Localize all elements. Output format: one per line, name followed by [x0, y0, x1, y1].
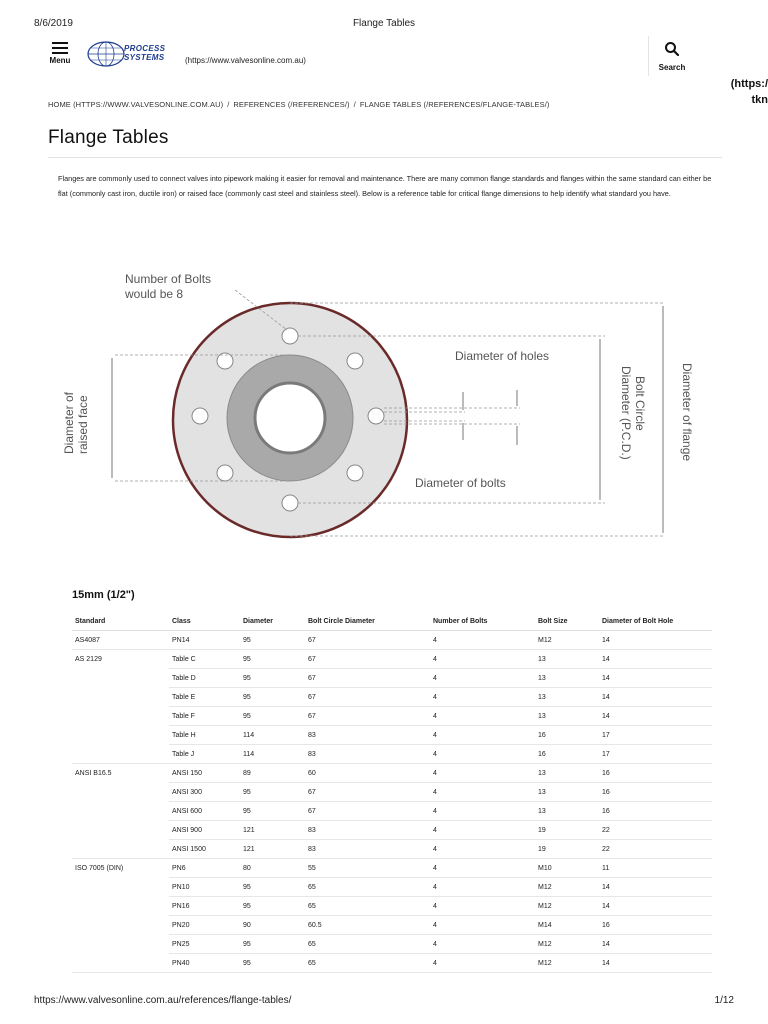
cell-bolt-hole-diameter: 14: [599, 688, 712, 707]
flange-bore: [255, 383, 325, 453]
cell-bolt-size: M12: [535, 935, 599, 954]
header-standard: Standard: [72, 612, 169, 631]
cell-class: PN40: [169, 954, 240, 973]
cell-standard: ISO 7005 (DIN): [75, 864, 124, 872]
table-row: [72, 745, 712, 764]
diagram-label-raised-1: Diameter of: [62, 391, 76, 454]
diagram-label-pcd-1: Bolt Circle: [633, 376, 647, 431]
cell-bolt-circle-diameter: 65: [305, 935, 430, 954]
flange-diagram: [55, 240, 715, 550]
cell-bolt-circle-diameter: 67: [305, 783, 430, 802]
cell-standard: [72, 954, 169, 973]
cell-diameter: 95: [240, 878, 305, 897]
title-divider: [48, 157, 722, 158]
cut-off-link-line2: tkn: [751, 94, 768, 106]
cell-class: Table H: [169, 726, 240, 745]
cell-standard: [72, 916, 169, 935]
table-row: [72, 840, 712, 859]
cell-class: PN20: [169, 916, 240, 935]
cell-bolt-hole-diameter: 14: [599, 935, 712, 954]
table-row: [72, 859, 712, 878]
table-row: [72, 631, 712, 650]
table-row: [72, 669, 712, 688]
top-nav: [0, 36, 768, 86]
cell-diameter: 95: [240, 669, 305, 688]
cell-standard: [72, 707, 169, 726]
cell-number-of-bolts: 4: [430, 840, 535, 859]
logo-line2: SYSTEMS: [124, 53, 165, 62]
header-bolt-size: Bolt Size: [535, 612, 599, 631]
cell-diameter: 114: [240, 726, 305, 745]
cell-bolt-hole-diameter: 14: [599, 897, 712, 916]
cell-bolt-circle-diameter: 83: [305, 726, 430, 745]
cell-bolt-size: M12: [535, 631, 599, 650]
cell-class: PN6: [169, 859, 240, 878]
breadcrumb-separator: /: [227, 100, 230, 109]
table-row: [72, 726, 712, 745]
cell-bolt-size: M12: [535, 954, 599, 973]
cell-bolt-hole-diameter: 16: [599, 802, 712, 821]
cell-diameter: 95: [240, 802, 305, 821]
diagram-label-holes: Diameter of holes: [455, 349, 550, 363]
cell-bolt-size: 16: [535, 745, 599, 764]
cell-bolt-circle-diameter: 83: [305, 821, 430, 840]
header-class: Class: [169, 612, 240, 631]
cell-number-of-bolts: 4: [430, 707, 535, 726]
cell-number-of-bolts: 4: [430, 802, 535, 821]
cell-standard: [72, 821, 169, 840]
cell-number-of-bolts: 4: [430, 878, 535, 897]
table-row: [72, 935, 712, 954]
cell-bolt-size: 13: [535, 764, 599, 783]
globe-icon: [86, 40, 126, 68]
cell-number-of-bolts: 4: [430, 821, 535, 840]
cell-class: ANSI 600: [169, 802, 240, 821]
cell-number-of-bolts: 4: [430, 916, 535, 935]
cell-bolt-circle-diameter: 67: [305, 707, 430, 726]
cell-bolt-hole-diameter: 17: [599, 726, 712, 745]
cell-bolt-circle-diameter: 60.5: [305, 916, 430, 935]
cell-number-of-bolts: 4: [430, 688, 535, 707]
breadcrumb-references[interactable]: REFERENCES (/REFERENCES/): [233, 100, 350, 109]
cell-bolt-size: 13: [535, 650, 599, 669]
cell-number-of-bolts: 4: [430, 859, 535, 878]
cell-bolt-hole-diameter: 16: [599, 916, 712, 935]
cell-bolt-circle-diameter: 65: [305, 954, 430, 973]
cell-standard: [72, 897, 169, 916]
cell-number-of-bolts: 4: [430, 669, 535, 688]
cell-standard: [72, 840, 169, 859]
cell-diameter: 95: [240, 688, 305, 707]
cell-standard: [72, 935, 169, 954]
cell-bolt-size: 13: [535, 707, 599, 726]
table-row: [72, 650, 712, 669]
cell-class: PN16: [169, 897, 240, 916]
logo-url[interactable]: (https://www.valvesonline.com.au): [185, 56, 306, 65]
cell-class: ANSI 900: [169, 821, 240, 840]
cell-standard: ANSI B16.5: [75, 769, 112, 777]
cell-bolt-size: M12: [535, 878, 599, 897]
table-row: [72, 897, 712, 916]
cell-standard: AS 2129: [75, 655, 102, 663]
cell-bolt-circle-diameter: 65: [305, 878, 430, 897]
cell-number-of-bolts: 4: [430, 631, 535, 650]
cell-standard: [72, 726, 169, 745]
cell-bolt-circle-diameter: 55: [305, 859, 430, 878]
cell-number-of-bolts: 4: [430, 954, 535, 973]
cell-standard: [72, 802, 169, 821]
header-bolt-circle-diameter: Bolt Circle Diameter: [305, 612, 430, 631]
cell-bolt-circle-diameter: 67: [305, 688, 430, 707]
cell-standard: [72, 878, 169, 897]
logo-line1: PROCESS: [124, 44, 166, 53]
cell-bolt-hole-diameter: 14: [599, 650, 712, 669]
header-bolt-hole-diameter: Diameter of Bolt Hole: [599, 612, 712, 631]
cell-bolt-circle-diameter: 67: [305, 650, 430, 669]
cell-number-of-bolts: 4: [430, 764, 535, 783]
diagram-label-bolt-diameter: Diameter of bolts: [415, 476, 506, 490]
print-url: https://www.valvesonline.com.au/references/flange-tables/: [34, 995, 292, 1006]
cell-standard: [72, 669, 169, 688]
table-row: [72, 802, 712, 821]
header-number-of-bolts: Number of Bolts: [430, 612, 535, 631]
cell-bolt-circle-diameter: 65: [305, 897, 430, 916]
menu-button[interactable]: [46, 42, 74, 65]
cell-bolt-size: 19: [535, 821, 599, 840]
cell-bolt-size: M12: [535, 897, 599, 916]
cell-number-of-bolts: 4: [430, 897, 535, 916]
print-date: 8/6/2019: [34, 18, 73, 29]
cell-bolt-hole-diameter: 14: [599, 669, 712, 688]
search-button[interactable]: [648, 36, 695, 76]
cell-bolt-size: 16: [535, 726, 599, 745]
cell-number-of-bolts: 4: [430, 726, 535, 745]
intro-paragraph: Flanges are commonly used to connect valves into pipework making it easier for removal and maintenance. There are many common flange standards and flanges within the same standard can either be flat (commonly cast iron, ductile iron) or raised face (commonly cast steel and stainless steel). Below is a reference table for critical flange dimensions to help identify what standard you have.: [58, 174, 712, 198]
cell-bolt-circle-diameter: 67: [305, 802, 430, 821]
cell-number-of-bolts: 4: [430, 745, 535, 764]
cell-bolt-circle-diameter: 83: [305, 745, 430, 764]
diagram-label-bolts-1: Number of Bolts: [125, 272, 212, 286]
cell-bolt-size: 13: [535, 669, 599, 688]
cell-diameter: 121: [240, 840, 305, 859]
cell-bolt-size: 13: [535, 783, 599, 802]
cell-diameter: 95: [240, 935, 305, 954]
table-row: [72, 954, 712, 973]
table-row: [72, 821, 712, 840]
breadcrumb-separator: /: [353, 100, 356, 109]
cut-off-link[interactable]: [708, 76, 768, 108]
cell-standard: [72, 783, 169, 802]
cell-bolt-hole-diameter: 22: [599, 840, 712, 859]
diagram-label-flange: Diameter of flange: [680, 363, 694, 462]
cell-standard: [72, 745, 169, 764]
cell-number-of-bolts: 4: [430, 783, 535, 802]
table-header-row: [72, 612, 712, 631]
cut-off-link-line1: (https:/: [730, 78, 768, 90]
flange-table: [72, 612, 712, 973]
print-page-number: 1/12: [714, 995, 734, 1006]
cell-number-of-bolts: 4: [430, 935, 535, 954]
cell-bolt-hole-diameter: 16: [599, 783, 712, 802]
cell-bolt-hole-diameter: 17: [599, 745, 712, 764]
cell-diameter: 95: [240, 954, 305, 973]
cell-bolt-size: 19: [535, 840, 599, 859]
search-label: Search: [658, 63, 686, 72]
section-title-15mm: 15mm (1/2"): [72, 589, 135, 601]
table-row: [72, 878, 712, 897]
cell-bolt-hole-diameter: 14: [599, 878, 712, 897]
cell-class: Table J: [169, 745, 240, 764]
cell-class: Table D: [169, 669, 240, 688]
breadcrumb: [48, 100, 550, 109]
cell-bolt-hole-diameter: 22: [599, 821, 712, 840]
logo-text: [124, 44, 165, 62]
cell-diameter: 90: [240, 916, 305, 935]
cell-bolt-size: 13: [535, 802, 599, 821]
cell-bolt-size: M14: [535, 916, 599, 935]
diagram-label-raised-2: raised face: [76, 395, 90, 454]
hamburger-icon: [52, 42, 68, 54]
table-row: [72, 707, 712, 726]
menu-label: Menu: [49, 56, 71, 65]
cell-class: Table C: [169, 650, 240, 669]
diagram-label-bolts-2: would be 8: [125, 287, 184, 301]
header-diameter: Diameter: [240, 612, 305, 631]
cell-class: PN10: [169, 878, 240, 897]
cell-class: PN25: [169, 935, 240, 954]
print-title: Flange Tables: [352, 18, 416, 29]
cell-bolt-circle-diameter: 67: [305, 631, 430, 650]
cell-standard: [72, 688, 169, 707]
table-row: [72, 688, 712, 707]
cell-diameter: 121: [240, 821, 305, 840]
table-row: [72, 783, 712, 802]
cell-diameter: 89: [240, 764, 305, 783]
cell-diameter: 80: [240, 859, 305, 878]
cell-diameter: 95: [240, 707, 305, 726]
table-row: [72, 916, 712, 935]
cell-class: ANSI 1500: [169, 840, 240, 859]
cell-diameter: 114: [240, 745, 305, 764]
cell-class: PN14: [169, 631, 240, 650]
cell-bolt-circle-diameter: 60: [305, 764, 430, 783]
cell-diameter: 95: [240, 650, 305, 669]
table-row: [72, 764, 712, 783]
page-title: Flange Tables: [48, 127, 169, 148]
cell-bolt-hole-diameter: 14: [599, 954, 712, 973]
cell-class: ANSI 150: [169, 764, 240, 783]
breadcrumb-flange-tables[interactable]: FLANGE TABLES (/REFERENCES/FLANGE-TABLES/): [359, 100, 550, 109]
cell-bolt-circle-diameter: 83: [305, 840, 430, 859]
cell-class: ANSI 300: [169, 783, 240, 802]
cell-bolt-hole-diameter: 14: [599, 631, 712, 650]
cell-class: Table E: [169, 688, 240, 707]
breadcrumb-home[interactable]: HOME (HTTPS://WWW.VALVESONLINE.COM.AU): [48, 100, 224, 109]
cell-diameter: 95: [240, 783, 305, 802]
cell-class: Table F: [169, 707, 240, 726]
cell-bolt-circle-diameter: 67: [305, 669, 430, 688]
cell-bolt-hole-diameter: 11: [599, 859, 712, 878]
cell-bolt-size: 13: [535, 688, 599, 707]
cell-diameter: 95: [240, 631, 305, 650]
cell-diameter: 95: [240, 897, 305, 916]
cell-standard: AS4087: [72, 631, 169, 650]
process-systems-logo[interactable]: [86, 40, 166, 73]
cell-bolt-hole-diameter: 16: [599, 764, 712, 783]
cell-bolt-hole-diameter: 14: [599, 707, 712, 726]
diagram-label-pcd-2: Diameter (P.C.D.): [619, 366, 633, 460]
search-icon: [664, 41, 680, 57]
cell-bolt-size: M10: [535, 859, 599, 878]
cell-number-of-bolts: 4: [430, 650, 535, 669]
